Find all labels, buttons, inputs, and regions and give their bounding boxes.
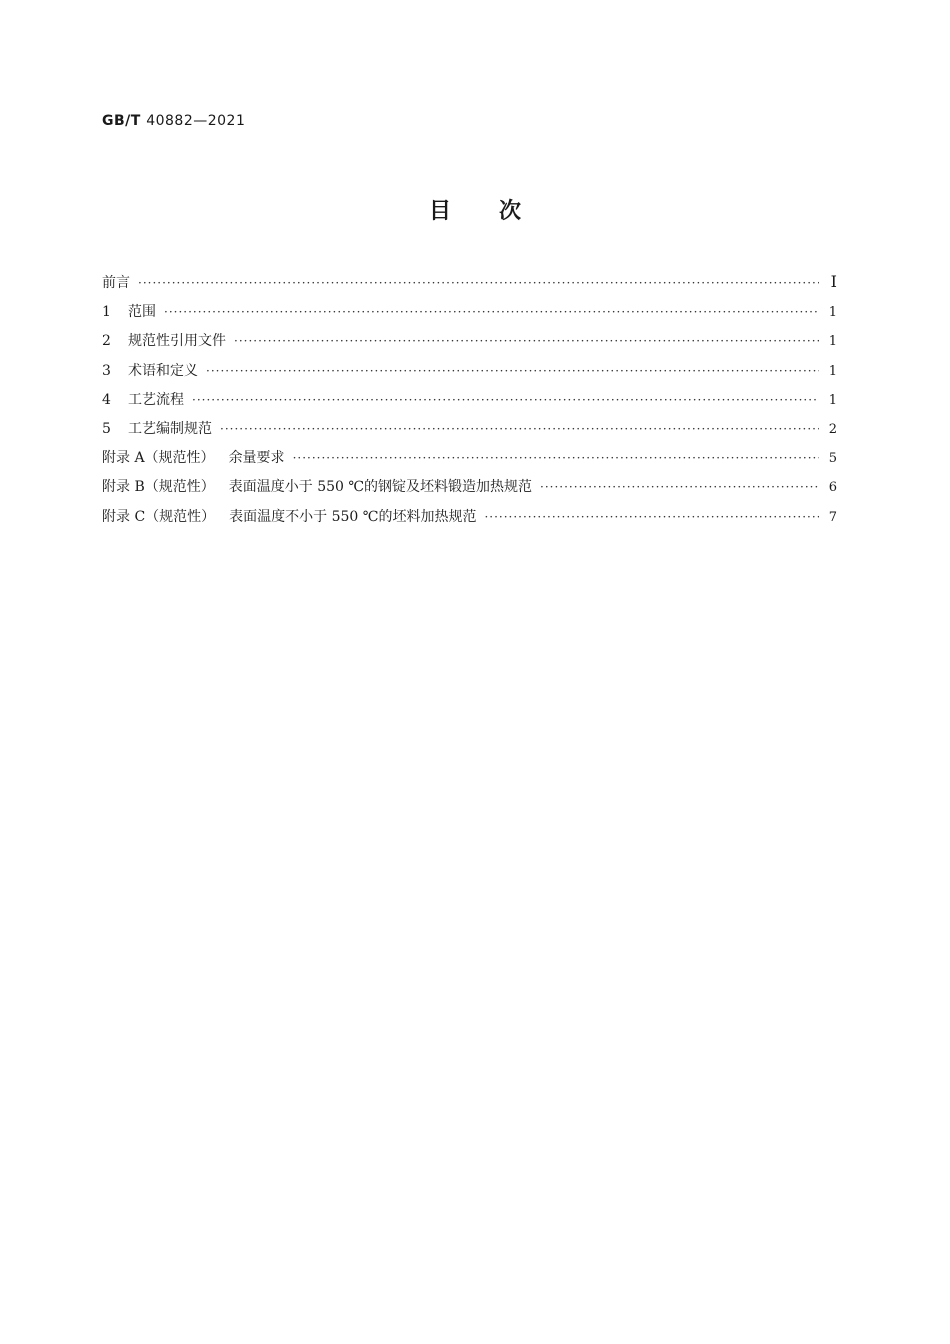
- toc-entry-page: 1: [828, 392, 837, 408]
- toc-entry-annex-b[interactable]: [102, 476, 837, 505]
- toc-entry-label: [102, 418, 220, 438]
- toc-leader-dots: [192, 393, 819, 407]
- toc-leader-dots: [234, 334, 819, 348]
- toc-leader-dots: [206, 364, 819, 378]
- toc-entry-label: [102, 360, 206, 380]
- toc-entry-page: 7: [828, 509, 837, 525]
- toc-entry-title: 工艺流程: [128, 391, 184, 408]
- toc-entry-label: [102, 301, 164, 321]
- toc-entry-number: 5: [102, 420, 111, 437]
- toc-entry-title: 余量要求: [228, 450, 285, 467]
- toc-leader-dots: [540, 480, 819, 494]
- toc-entry-title: 术语和定义: [128, 362, 198, 379]
- toc-annex-tag: 附录 B（规范性）: [102, 479, 215, 496]
- toc-entry-normative-references[interactable]: [102, 330, 837, 359]
- toc-entry-title: 表面温度小于 550 ℃的钢锭及坯料锻造加热规范: [228, 479, 533, 496]
- standard-prefix: GB/T: [102, 113, 141, 129]
- toc-entry-page: 1: [828, 334, 837, 350]
- toc-entry-process-flow[interactable]: [102, 389, 837, 418]
- toc-entry-title: 范围: [128, 304, 156, 321]
- toc-entry-number: 3: [102, 362, 111, 379]
- toc-entry-page: 6: [828, 480, 837, 496]
- toc-entry-label: [102, 447, 293, 467]
- toc-leader-dots: [164, 305, 819, 319]
- toc-entry-label: [102, 389, 192, 409]
- toc-entry-number: 2: [102, 333, 111, 350]
- toc-entry-foreword[interactable]: [102, 272, 837, 301]
- toc-entry-number: 1: [102, 304, 111, 321]
- toc-entry-scope[interactable]: [102, 301, 837, 330]
- toc-entry-page: 2: [828, 421, 837, 437]
- toc-leader-dots: [220, 422, 819, 436]
- toc-entry-page: 5: [828, 451, 837, 467]
- toc-entry-terms-definitions[interactable]: [102, 360, 837, 389]
- toc-entry-title: 表面温度不小于 550 ℃的坯料加热规范: [229, 508, 477, 525]
- toc-entry-page: 1: [828, 363, 837, 379]
- standard-number: 40882—2021: [146, 113, 246, 129]
- toc-entry-label: [102, 272, 138, 292]
- toc-leader-dots: [293, 451, 819, 465]
- toc-entry-title: 规范性引用文件: [128, 333, 226, 350]
- toc-entry-title: 工艺编制规范: [128, 420, 212, 437]
- toc-entry-title: 前言: [102, 275, 130, 291]
- toc-entry-page: 1: [828, 305, 837, 321]
- toc-entry-annex-a[interactable]: [102, 447, 837, 476]
- toc-entry-page: Ⅰ: [830, 272, 837, 291]
- toc-leader-dots: [484, 510, 819, 524]
- toc-list: [102, 272, 837, 535]
- toc-entry-number: 4: [102, 391, 111, 408]
- toc-annex-tag: 附录 C（规范性）: [102, 508, 216, 525]
- toc-entry-label: [102, 476, 540, 496]
- toc-entry-process-specification[interactable]: [102, 418, 837, 447]
- toc-title: 目次: [428, 199, 569, 224]
- toc-entry-label: [102, 330, 234, 350]
- toc-entry-annex-c[interactable]: [102, 506, 837, 535]
- toc-annex-tag: 附录 A（规范性）: [102, 450, 215, 467]
- toc-entry-label: [102, 506, 484, 526]
- standard-code: [102, 113, 245, 129]
- toc-leader-dots: [138, 276, 819, 290]
